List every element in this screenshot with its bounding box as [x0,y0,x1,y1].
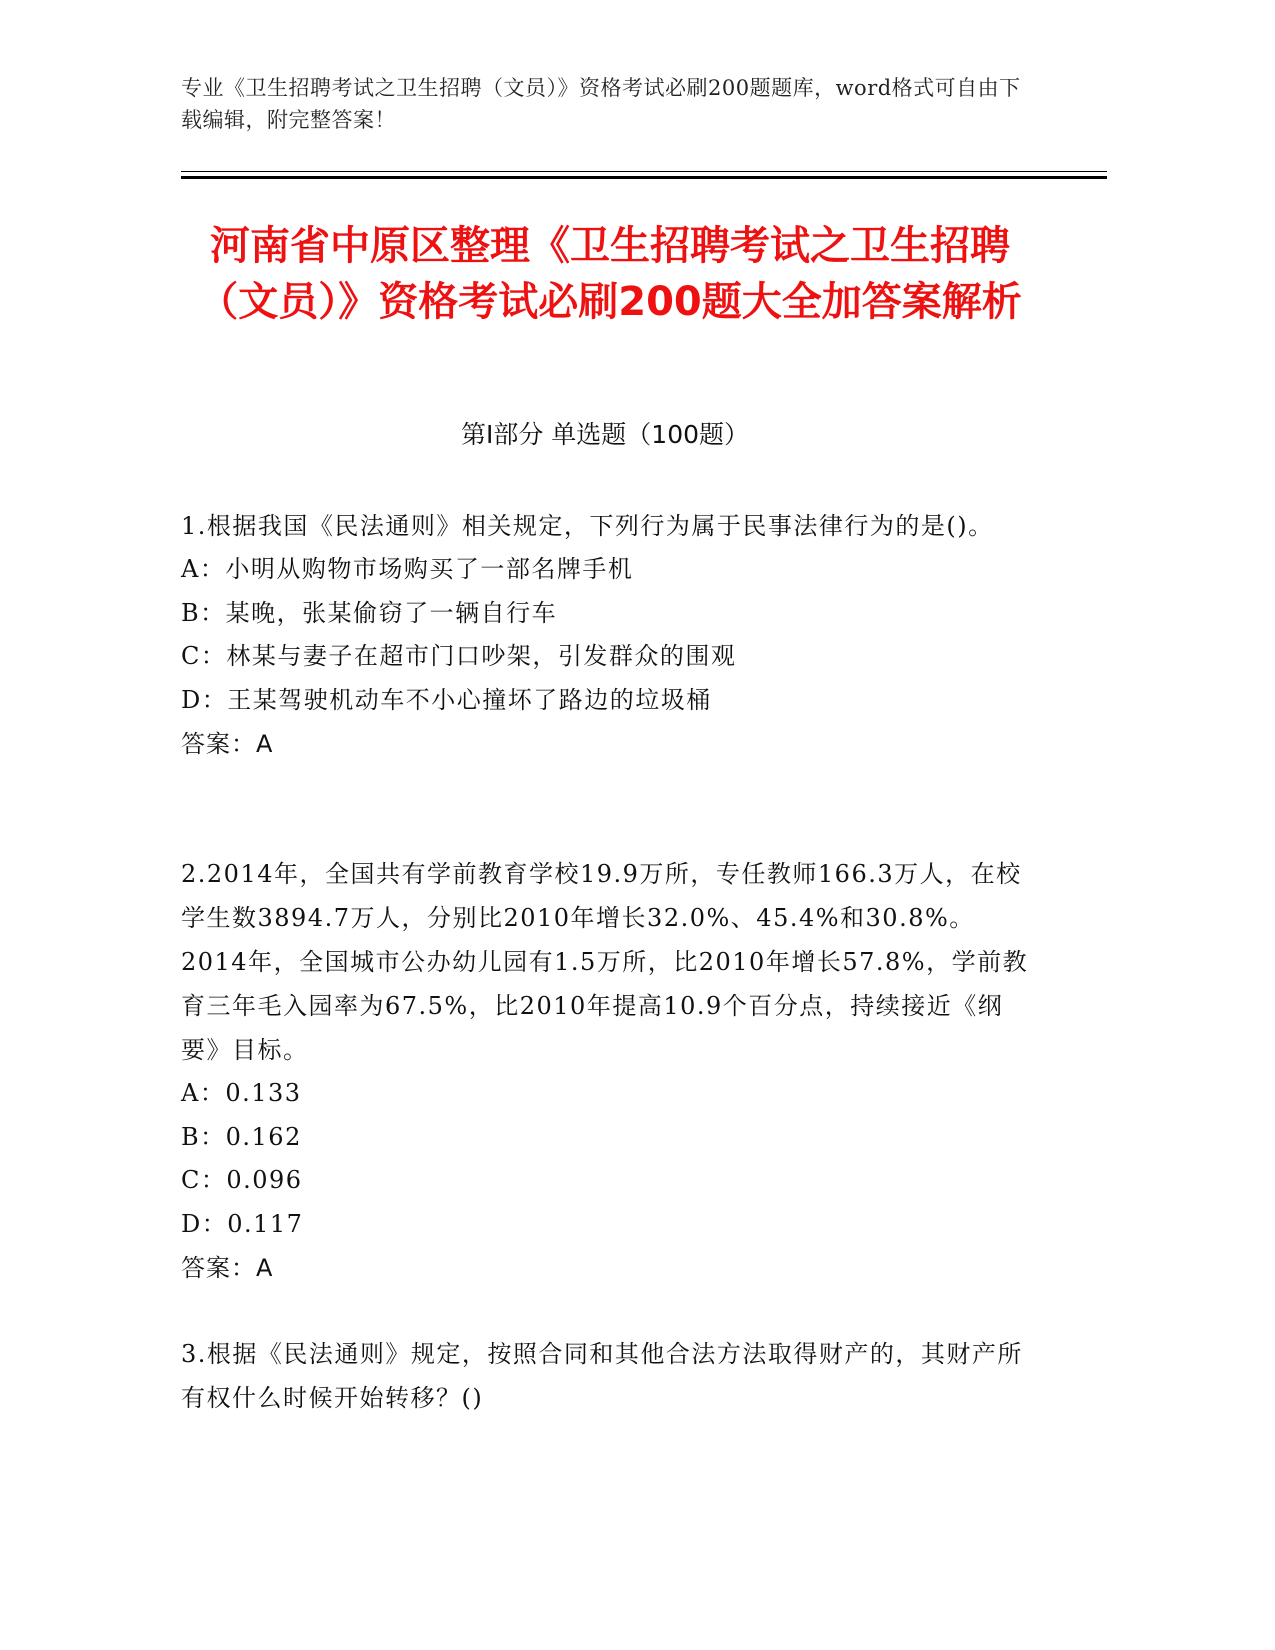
question-stem: 2.2014年，全国共有学前教育学校19.9万所，专任教师166.3万人，在校学生数3894.7万人，分别比2010年增长32.0%、45.4%和30.8%。2014年，全国城市公办幼儿园有1.5万所，比2010年增长57.8%，学前教育三年毛入园率为67.5%，比2010年提高10.9个百分点，持续接近《纲要》目标。 [181,860,1029,1064]
document-title: 河南省中原区整理《卫生招聘考试之卫生招聘（文员）》资格考试必刷200题大全加答案解析 [198,223,1022,325]
option-c: C：0.096 [181,1166,303,1194]
header-divider-thin [181,171,1107,172]
option-d: D：王某驾驶机动车不小心撞坏了路边的垃圾桶 [181,685,712,714]
question-3 [181,1332,1041,1420]
answer: 答案：A [181,1254,274,1282]
question-stem: 1.根据我国《民法通则》相关规定，下列行为属于民事法律行为的是()。 [181,512,994,540]
header-note: 专业《卫生招聘考试之卫生招聘（文员）》资格考试必刷200题题库，word格式可自由下载编辑，附完整答案！ [181,76,1021,132]
header-divider-thick [181,176,1107,179]
question-2 [181,852,1041,1290]
option-b: B：0.162 [181,1122,302,1151]
option-c: C：林某与妻子在超市门口吵架，引发群众的围观 [181,642,737,670]
option-b: B：某晚，张某偷窃了一辆自行车 [181,598,558,627]
option-d: D：0.117 [181,1209,304,1238]
section-title: 第I部分 单选题（100题） [460,420,750,449]
option-a: A：小明从购物市场购买了一部名牌手机 [181,555,634,583]
question-1 [181,504,1041,766]
option-a: A：0.133 [181,1079,302,1107]
answer: 答案：A [181,730,274,758]
question-stem: 3.根据《民法通则》规定，按照合同和其他合法方法取得财产的，其财产所有权什么时候开始转移？() [181,1340,1023,1412]
